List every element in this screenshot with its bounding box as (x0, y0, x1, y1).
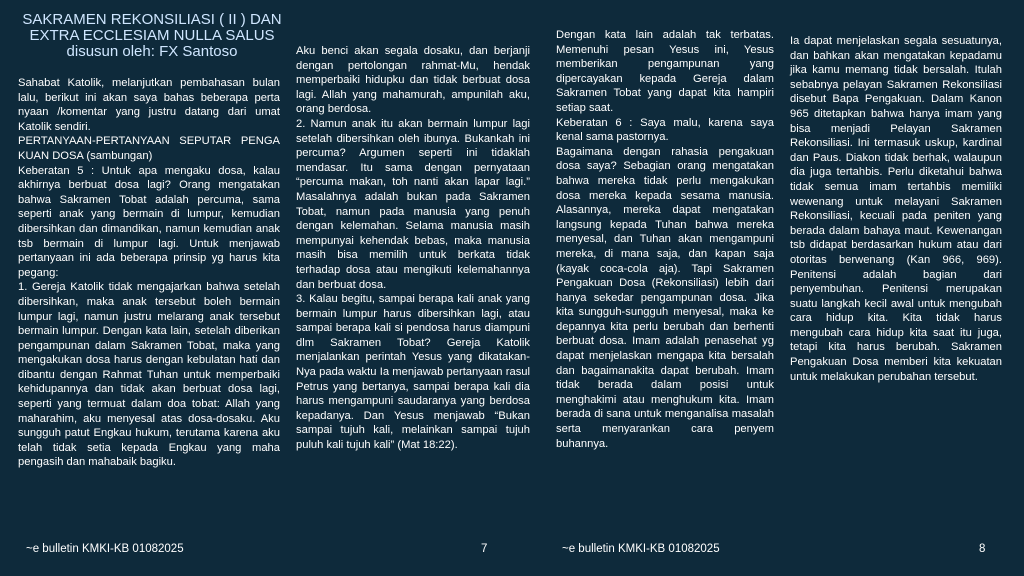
footer-left-label: ~e bulletin KMKI-KB 01082025 (26, 543, 184, 555)
paragraph: 1. Gereja Katolik tidak mengajarkan bahwa setelah dibersihkan, maka anak tersebut boleh bermain lumpur lagi, namun justru melarang anak tersebut bermain lumpur. Dengan kata lain, setelah diberikan pengampunan dalam Sakramen Tobat, maka yang mengakukan dosa harus dengan kebulatan hati dan dibantu dengan Rahmat Tuhan untuk memperbaiki kehidupannya dan tidak akan berbuat dosa lagi, seperti yang termuat dalam doa tobat: Allah yang maharahim, aku menyesal atas dosa-dosaku. Aku sungguh patut Engkau hukum, terutama karena aku telah tidak setia kepada Engkau yang maha pengasih dan mahabaik bagiku. (18, 281, 280, 469)
text-column-1 (18, 76, 280, 470)
paragraph: PERTANYAAN-PERTANYAAN SEPUTAR PENGA KUAN DOSA (sambungan) (18, 135, 280, 162)
paragraph: Keberatan 6 : Saya malu, karena saya kenal sama pastornya. (556, 116, 774, 144)
article-title-line2: EXTRA ECCLESIAM NULLA SALUS (29, 27, 275, 44)
paragraph: Sahabat Katolik, melanjutkan pembahasan bulan lalu, berikut ini akan saya bahas beberapa perta nyaan /komentar yang justru datang dari umat Katolik sendiri. (18, 77, 280, 133)
paragraph: Ia dapat menjelaskan segala sesuatunya, dan bahkan akan mengatakan kepadamu jika kamu memang tidak bersalah. Itulah sebabnya pelayan Sakramen Rekonsiliasi disebut Bapa Pengakuan. Dalam Kanon 965 ditetapkan bahwa hanya imam yang bisa menjadi Pelayan Sakramen Rekonsiliasi. Ini termasuk uskup, kardinal dan Paus. Diakon tidak berhak, walaupun dia juga tertahbis. Perlu diketahui bahwa tidak semua imam tertahbis memiliki wewenang untuk melayani Sakramen Rekonsiliasi, kecuali pada peniten yang berada dalam bahaya maut. Kewenangan tsb didapat berdasarkan hukum atau dari otoritas berwenang (Kan 966, 969). Penitensi adalah bagian dari penyembuhan. Penitensi merupakan suatu langkah kecil awal untuk mengubah cara hidup kita. Kita tidak harus mengubah cara hidup kita saat itu juga, tetapi kita harus berubah. Sakramen Pengakuan Dosa memberi kita kekuatan untuk melakukan perubahan tersebut. (790, 35, 1002, 383)
article-title-block (18, 12, 286, 60)
paragraph: 2. Namun anak itu akan bermain lumpur lagi setelah dibersihkan oleh ibunya. Bukankah ini percuma? Argumen seperti ini tidaklah mendasar. Itu sama dengan pernyataan “percuma makan, toh nanti akan lapar lagi.” Masalahnya adalah bukan pada Sakramen Tobat, namun pada manusia yang penuh dengan kelemahan. Selama manusia masih mempunyai kehendak bebas, maka manusia masih bisa memilih untuk berkata tidak terhadap dosa atau mengikuti kelemahannya dan berbuat dosa. (296, 117, 530, 291)
paragraph: Keberatan 5 : Untuk apa mengaku dosa, kalau akhirnya berbuat dosa lagi? Orang mengatakan bahwa Sakramen Tobat adalah percuma, sama seperti anak yang bermain di lumpur, kemudian dibersihkan dan dimandikan, namun kemudian anak tsb bermain di lumpur lagi. Untuk menjawab pertanyaan ini ada beberapa prinsip yg harus kita pegang: (18, 164, 280, 279)
article-byline: disusun oleh: FX Santoso (66, 43, 238, 60)
paragraph: Dengan kata lain adalah tak terbatas. Memenuhi pesan Yesus ini, Yesus memberikan pengampunan yang dipercayakan kepada Gereja dalam Sakramen Tobat yang dapat kita hampiri setiap saat. (556, 29, 774, 114)
text-column-4 (790, 34, 1002, 384)
paragraph: 3. Kalau begitu, sampai berapa kali anak yang bermain lumpur harus dibersihkan lagi, atau sampai berapa kali si pendosa harus diampuni dlm Sakramen Tobat? Gereja Katolik menjalankan perintah Yesus yang dikatakan-Nya pada waktu Ia menjawab pertanyaan rasul Petrus yang bertanya, sampai berapa kali dia harus mengampuni saudaranya yang berdosa kepadanya. Dan Yesus menjawab “Bukan sampai tujuh kali, melainkan sampai tujuh puluh kali tujuh kali” (Mat 18:22). (296, 293, 530, 452)
paragraph: Aku benci akan segala dosaku, dan berjanji dengan pertolongan rahmat-Mu, hendak memperbaiki hidupku dan tidak berbuat dosa lagi. Allah yang mahamurah, ampunilah aku, orang berdosa. (296, 45, 530, 116)
article-title-line1: SAKRAMEN REKONSILIASI ( II ) DAN (22, 11, 282, 28)
paragraph: Bagaimana dengan rahasia pengakuan dosa saya? Sebagian orang mengatakan bahwa mereka tidak perlu mengakukan dosa mereka kepada sesama manusia. Alasannya, mereka dapat mengatakan langsung kepada Tuhan bahwa mereka menyesal, dan Tuhan akan mengampuni mereka, di mana saja, dan kapan saja (kayak coca-cola aja). Tapi Sakramen Pengakuan Dosa (Rekonsiliasi) lebih dari hanya sekedar pengampunan dosa. Jika kita sungguh-sungguh menyesal, maka ke depannya kita perlu berubah dan berhenti berbuat dosa. Imam adalah penasehat yg dapat menjelaskan mengapa kita bersalah dan bagaimanakita dapat berubah. Imam tidak berada dalam posisi untuk menghakimi atau menghukum kita. Imam berada di sana untuk menganalisa masalah serta menyarankan cara penyem buhannya. (556, 145, 774, 450)
text-column-3 (556, 28, 774, 451)
text-column-2 (296, 44, 530, 453)
footer-right-label: ~e bulletin KMKI-KB 01082025 (562, 543, 720, 555)
page-number-left: 7 (481, 543, 488, 555)
page-number-right: 8 (979, 543, 986, 555)
